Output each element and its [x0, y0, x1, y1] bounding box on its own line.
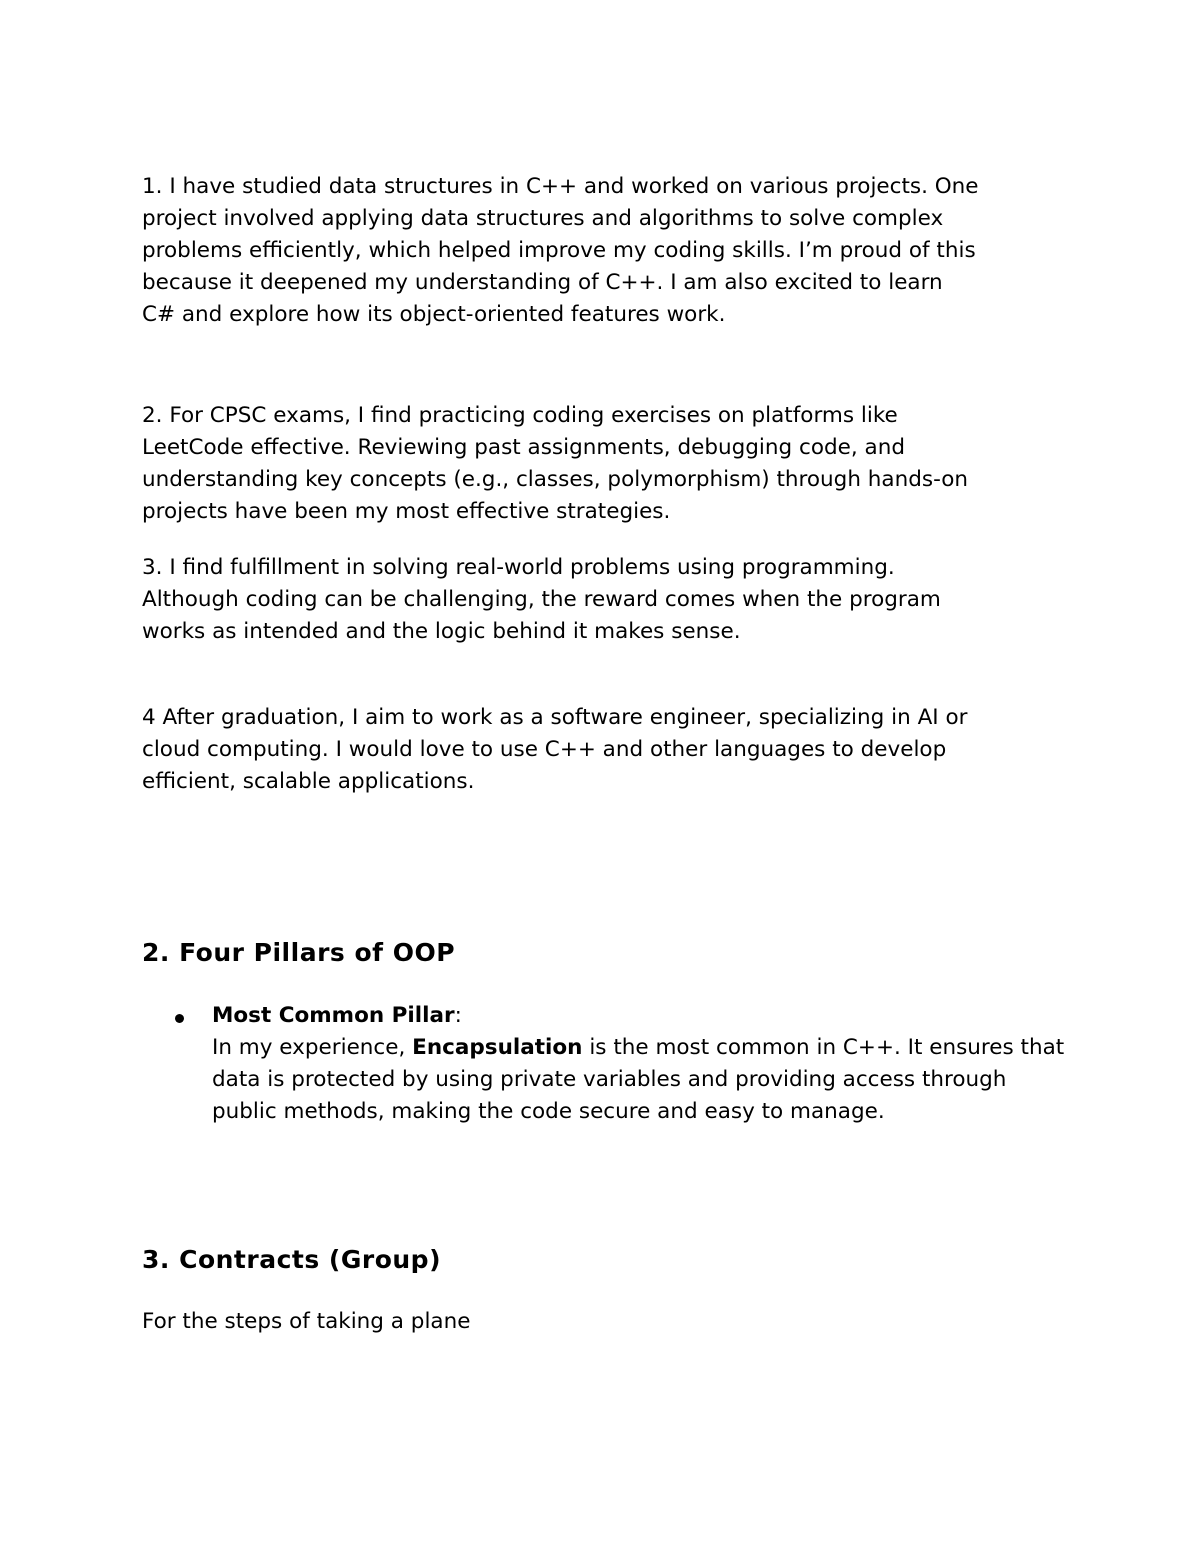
bullet-item-most-common-pillar [212, 1000, 1072, 1128]
bullet-label: Most Common Pillar [212, 1003, 455, 1028]
section-heading-contracts: 3. Contracts (Group) [142, 1245, 441, 1274]
contracts-text: For the steps of taking a plane [142, 1309, 471, 1334]
bullet-marker [175, 1014, 184, 1023]
bullet-colon: : [454, 1003, 462, 1028]
bullet-intro-text: In my experience, [212, 1035, 413, 1060]
paragraph-2: 2. For CPSC exams, I find practicing coding exercises on platforms like LeetCode effective. Reviewing past assignments, debugging code, and understanding key concepts (e.g., classes, polymorphism) through hands-on projects have been my most effective strategies. [142, 403, 969, 524]
encapsulation-emphasis: Encapsulation [412, 1035, 583, 1060]
paragraph-1: 1. I have studied data structures in C++ and worked on various projects. One project involved applying data structures and algorithms to solve complex problems efficiently, which helped improve my coding skills. I’m proud of this because it deepened my understanding of C++. I am also excited to learn C# and explore how its object-oriented features work. [142, 174, 979, 327]
paragraph-4: 4 After graduation, I aim to work as a software engineer, specializing in AI or cloud computing. I would love to use C++ and other languages to develop efficient, scalable applications. [142, 705, 968, 794]
bullet-rest-text: is the most common in C++. It ensures that data is protected by using private variables and providing access through public methods, making the code secure and easy to manage. [212, 1035, 1065, 1124]
bullet-body [212, 1032, 1072, 1128]
section-heading-four-pillars: 2. Four Pillars of OOP [142, 938, 456, 967]
paragraph-3: 3. I find fulfillment in solving real-world problems using programming. Although coding can be challenging, the reward comes when the program works as intended and the logic behind it makes sense. [142, 555, 941, 644]
bullet-title-line [212, 1000, 1072, 1032]
